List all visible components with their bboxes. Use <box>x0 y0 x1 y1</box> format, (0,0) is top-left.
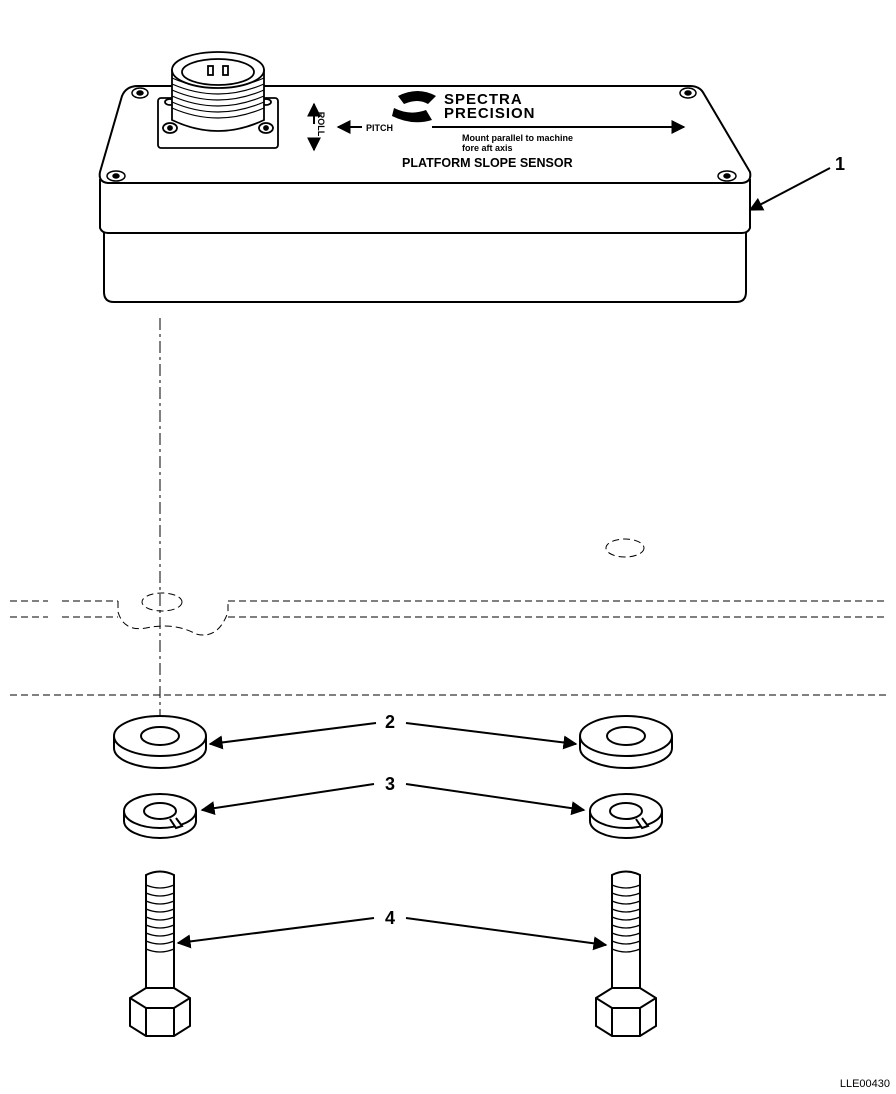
callout-3: 3 <box>385 774 396 794</box>
lock-washer-right <box>590 794 662 838</box>
mounting-platform-phantom <box>10 539 888 695</box>
callout-1: 1 <box>835 154 846 174</box>
lock-washer-left <box>124 794 196 838</box>
plate-title: PLATFORM SLOPE SENSOR <box>402 156 573 170</box>
leader-3-right <box>406 784 584 810</box>
mount-note-line2: fore aft axis <box>462 143 513 153</box>
callout-2: 2 <box>385 712 396 732</box>
figure-reference: LLE00430 <box>839 1078 890 1090</box>
brand-line2: PRECISION <box>444 105 536 122</box>
leader-3-left <box>202 784 374 810</box>
flat-washer-right <box>580 716 672 768</box>
flat-washer-left <box>114 716 206 768</box>
sensor-lid-band <box>100 180 750 233</box>
roll-label: ROLL <box>316 111 326 137</box>
platform-mount-hole <box>606 539 644 557</box>
pitch-label: PITCH <box>366 123 393 133</box>
brand-line1: SPECTRA <box>444 91 523 108</box>
leader-4-right <box>406 918 606 945</box>
mount-note-line1: Mount parallel to machine <box>462 133 574 143</box>
sensor-connector <box>158 52 278 148</box>
leader-1 <box>750 168 830 210</box>
hex-bolt-right <box>596 872 656 1037</box>
leader-4-left <box>178 918 374 943</box>
platform-mount-hole <box>142 593 182 611</box>
hex-bolt-left <box>130 872 190 1037</box>
callout-4: 4 <box>385 908 396 928</box>
leader-2-right <box>406 723 576 744</box>
leader-2-left <box>210 723 376 744</box>
